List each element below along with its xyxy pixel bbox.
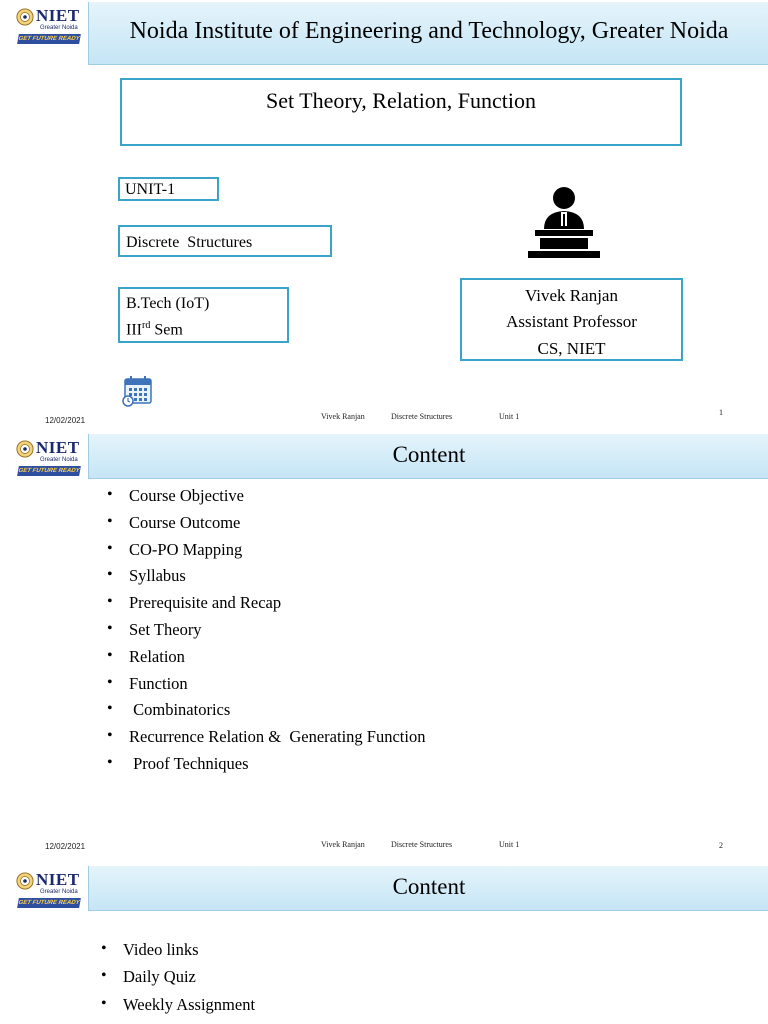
list-item: • CO-PO Mapping bbox=[129, 540, 425, 567]
list-item: • Relation bbox=[129, 647, 425, 674]
list-item: • Function bbox=[129, 674, 425, 701]
list-item: • Course Outcome bbox=[129, 513, 425, 540]
niet-seal-icon bbox=[16, 8, 34, 26]
footer-subject: Discrete Structures bbox=[391, 840, 453, 849]
niet-seal-icon bbox=[16, 872, 34, 890]
logo-subtitle: Greater Noida bbox=[40, 25, 78, 31]
content-list bbox=[123, 940, 255, 1022]
footer-date: 12/02/2021 bbox=[45, 416, 86, 425]
list-item: • Course Objective bbox=[129, 486, 425, 513]
topic-box bbox=[120, 78, 682, 146]
footer-unit: Unit 1 bbox=[499, 412, 520, 421]
professor-box bbox=[460, 278, 683, 361]
topic-title: Set Theory, Relation, Function bbox=[265, 88, 537, 113]
professor-dept: CS, NIET bbox=[537, 339, 606, 358]
list-item: • Set Theory bbox=[129, 620, 425, 647]
logo-tagline: GET FUTURE READY bbox=[17, 468, 81, 474]
slide-1 bbox=[0, 0, 768, 432]
list-item: • Syllabus bbox=[129, 566, 425, 593]
slide-3 bbox=[0, 864, 768, 1024]
unit-label: UNIT-1 bbox=[125, 181, 176, 198]
footer-author: Vivek Ranjan bbox=[321, 840, 365, 849]
slide-title: Content bbox=[392, 442, 466, 467]
slide-title: Content bbox=[392, 874, 466, 899]
niet-logo bbox=[14, 6, 84, 56]
logo-tagline: GET FUTURE READY bbox=[17, 900, 81, 906]
footer-author: Vivek Ranjan bbox=[321, 412, 365, 421]
niet-seal-icon bbox=[16, 440, 34, 458]
calendar-icon[interactable] bbox=[122, 375, 154, 407]
course-name: B.Tech (IoT) bbox=[126, 295, 210, 312]
content-list bbox=[129, 486, 425, 781]
logo-subtitle: Greater Noida bbox=[40, 457, 78, 463]
footer-date: 12/02/2021 bbox=[45, 842, 86, 851]
slide-title-bar bbox=[88, 866, 768, 911]
page-number: 2 bbox=[719, 841, 723, 850]
logo-name: NIET bbox=[36, 870, 80, 889]
professor-designation: Assistant Professor bbox=[506, 312, 637, 331]
unit-box bbox=[118, 177, 219, 201]
institute-title: Noida Institute of Engineering and Technology, Greater Noida bbox=[129, 18, 729, 44]
professor-name: Vivek Ranjan bbox=[525, 286, 618, 305]
course-box bbox=[118, 287, 289, 343]
footer-unit: Unit 1 bbox=[499, 840, 520, 849]
slide-title-bar bbox=[88, 2, 768, 65]
list-item: • Proof Techniques bbox=[129, 754, 425, 781]
slide-2 bbox=[0, 432, 768, 864]
niet-logo bbox=[14, 438, 84, 488]
footer-subject: Discrete Structures bbox=[391, 412, 453, 421]
list-item: • Combinatorics bbox=[129, 700, 425, 727]
logo-tagline: GET FUTURE READY bbox=[17, 36, 81, 42]
logo-name: NIET bbox=[36, 438, 80, 457]
subject-box bbox=[118, 225, 332, 257]
subject-label: Discrete Structures bbox=[126, 234, 253, 251]
list-item: • Recurrence Relation & Generating Function bbox=[129, 727, 425, 754]
slide-title-bar bbox=[88, 434, 768, 479]
list-item: • Weekly Assignment bbox=[123, 995, 255, 1022]
logo-subtitle: Greater Noida bbox=[40, 889, 78, 895]
logo-name: NIET bbox=[36, 6, 80, 25]
speaker-at-podium-icon bbox=[526, 185, 602, 259]
list-item: • Video links bbox=[123, 940, 255, 967]
niet-logo bbox=[14, 870, 84, 920]
list-item: • Prerequisite and Recap bbox=[129, 593, 425, 620]
page-number: 1 bbox=[719, 408, 723, 417]
semester-label: IIIrd Sem bbox=[126, 320, 183, 339]
list-item: • Daily Quiz bbox=[123, 967, 255, 994]
